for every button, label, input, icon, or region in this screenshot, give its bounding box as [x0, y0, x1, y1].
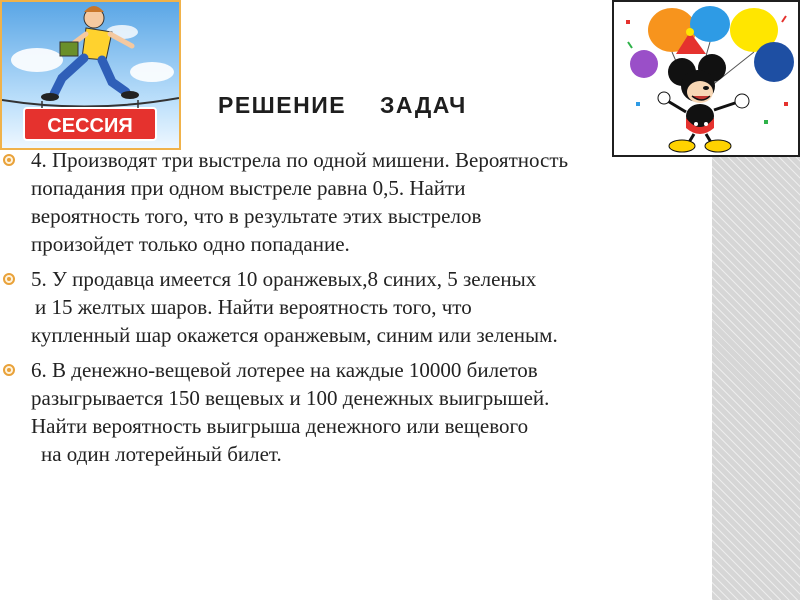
mickey-illustration [612, 0, 800, 157]
task-line: Найти вероятность выигрыша денежного или вещевого [31, 414, 529, 438]
task-line: разыгрывается 150 вещевых и 100 денежных выигрышей. [31, 386, 550, 410]
session-illustration [0, 0, 181, 150]
bullet-icon [3, 273, 15, 285]
mickey-mouse-balloons-icon [614, 2, 798, 155]
task-paragraph-6 [0, 356, 730, 468]
task-list [0, 146, 730, 475]
task-line: произойдет только одно попадание. [31, 232, 350, 256]
task-line: на один лотерейный билет. [41, 442, 282, 466]
student-walking-rope-icon [2, 2, 179, 148]
task-line: 4. Производят три выстрела по одной мишени. Вероятность [31, 148, 569, 172]
bullet-icon [3, 154, 15, 166]
task-line: купленный шар окажется оранжевым, синим или зеленым. [31, 323, 558, 347]
task-paragraph-4 [0, 146, 730, 258]
task-line: и 15 желтых шаров. Найти вероятность того, что [35, 295, 472, 319]
session-sign-text: СЕССИЯ [47, 115, 133, 137]
task-line: 6. В денежно-вещевой лотерее на каждые 10000 билетов [31, 358, 538, 382]
page-title: РЕШЕНИЕ ЗАДАЧ [218, 92, 467, 118]
task-line: вероятность того, что в результате этих выстрелов [31, 204, 482, 228]
task-line: попадания при одном выстреле равна 0,5. Найти [31, 176, 466, 200]
task-paragraph-5 [0, 265, 730, 349]
task-line: 5. У продавца имеется 10 оранжевых,8 синих, 5 зеленых [31, 267, 537, 291]
bullet-icon [3, 364, 15, 376]
